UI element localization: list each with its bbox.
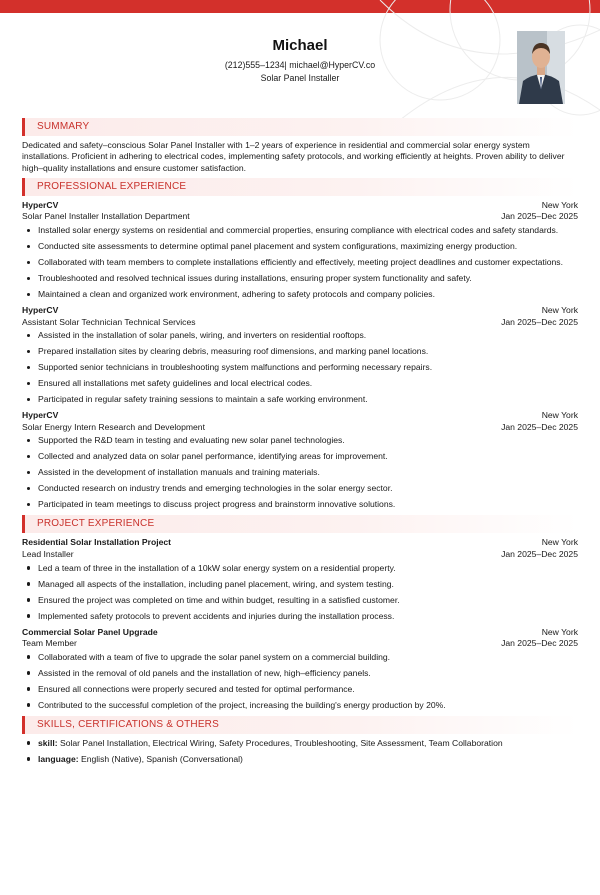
section-header-summary: SUMMARY: [22, 118, 578, 136]
project-entry: [22, 627, 578, 711]
bullet-item: Ensured all installations met safety guidelines and local electrical codes.: [22, 378, 578, 389]
role-title: Solar Panel Installer Installation Department: [22, 211, 190, 222]
location: New York: [541, 537, 578, 548]
contact-info: (212)555‒1234| michael@HyperCV.co: [224, 60, 376, 70]
experience-entry: [22, 410, 578, 510]
date-range: Jan 2025‒Dec 2025: [501, 316, 578, 327]
bullet-item: Assisted in the removal of old panels and the installation of new, high‒efficiency panels.: [22, 668, 578, 679]
project-entry: [22, 537, 578, 621]
bullet-list: [22, 563, 578, 622]
location: New York: [541, 626, 578, 637]
skill-item: [22, 738, 578, 749]
section-header-experience: PROFESSIONAL EXPERIENCE: [22, 178, 578, 196]
bullet-item: Supported the R&D team in testing and evaluating new solar panel technologies.: [22, 435, 578, 446]
project-name: Residential Solar Installation Project: [22, 537, 171, 548]
skill-value: English (Native), Spanish (Conversational): [80, 753, 243, 764]
skill-value: Solar Panel Installation, Electrical Wiring, Safety Procedures, Troubleshooting, Site Assessment, Team Collaboration: [59, 737, 503, 748]
skill-label: skill:: [38, 737, 58, 748]
summary-text: Dedicated and safety‒conscious Solar Panel Installer with 1‒2 years of experience in residential and commercial solar energy system installations. Proficient in adhering to electrical codes, implementing safety protocols, and working efficiently at heights. Proven ability to deliver high‒quality installations and ensure customer satisfaction.: [22, 140, 565, 173]
experience-entry: [22, 200, 578, 300]
profile-photo: [517, 31, 565, 104]
top-accent-bar: [0, 0, 600, 13]
bullet-item: Ensured all connections were properly secured and tested for optimal performance.: [22, 684, 578, 695]
location: New York: [541, 199, 578, 210]
bullet-item: Assisted in the development of installation manuals and training materials.: [22, 467, 578, 478]
resume-header: [0, 37, 600, 84]
bullet-item: Installed solar energy systems on residential and commercial properties, ensuring compliance with electrical codes and safety standards.: [22, 225, 578, 236]
bullet-item: Implemented safety protocols to prevent accidents and injuries during the installation process.: [22, 611, 578, 622]
bullet-item: Collaborated with a team of five to upgrade the solar panel system on a commercial building.: [22, 652, 578, 663]
bullet-item: Maintained a clean and organized work environment, adhering to safety protocols and company policies.: [22, 289, 578, 300]
bullet-list: [22, 330, 578, 405]
skill-label: language:: [38, 753, 79, 764]
company-name: HyperCV: [22, 410, 59, 421]
date-range: Jan 2025‒Dec 2025: [501, 211, 578, 222]
role-title: Team Member: [22, 638, 77, 649]
location: New York: [541, 410, 578, 421]
bullet-item: Collaborated with team members to complete installations efficiently and effectively, meeting project deadlines and customer expectations.: [22, 257, 578, 268]
bullet-item: Conducted site assessments to determine optimal panel placement and system configurations, maximizing energy production.: [22, 241, 578, 252]
bullet-item: Participated in team meetings to discuss project progress and brainstorm innovative solutions.: [22, 499, 578, 510]
bullet-list: [22, 435, 578, 510]
date-range: Jan 2025‒Dec 2025: [501, 549, 578, 560]
section-header-projects: PROJECT EXPERIENCE: [22, 515, 578, 533]
role-title: Assistant Solar Technician Technical Services: [22, 316, 196, 327]
bullet-item: Conducted research on industry trends and emerging technologies in the solar energy sector.: [22, 483, 578, 494]
skills-list: [22, 738, 578, 765]
bullet-list: [22, 652, 578, 711]
location: New York: [541, 305, 578, 316]
bullet-item: Supported senior technicians in troubleshooting system malfunctions and performing necessary repairs.: [22, 362, 578, 373]
bullet-item: Contributed to the successful completion of the project, increasing the building's energy production by 20%.: [22, 700, 578, 711]
experience-entry: [22, 305, 578, 405]
bullet-item: Assisted in the installation of solar panels, wiring, and inverters on residential rooftops.: [22, 330, 578, 341]
section-header-skills: SKILLS, CERTIFICATIONS & OTHERS: [22, 716, 578, 734]
company-name: HyperCV: [22, 305, 59, 316]
date-range: Jan 2025‒Dec 2025: [501, 421, 578, 432]
candidate-name: Michael: [272, 37, 328, 54]
project-name: Commercial Solar Panel Upgrade: [22, 626, 158, 637]
skill-item: [22, 754, 578, 765]
company-name: HyperCV: [22, 199, 59, 210]
role-title: Solar Energy Intern Research and Development: [22, 421, 205, 432]
bullet-item: Troubleshooted and resolved technical issues during installations, ensuring proper system functionality and safety.: [22, 273, 578, 284]
bullet-list: [22, 225, 578, 300]
job-title: Solar Panel Installer: [260, 73, 340, 83]
role-title: Lead Installer: [22, 549, 74, 560]
bullet-item: Ensured the project was completed on time and within budget, resulting in a satisfied customer.: [22, 595, 578, 606]
bullet-item: Collected and analyzed data on solar panel performance, identifying areas for improvement.: [22, 451, 578, 462]
bullet-item: Led a team of three in the installation of a 10kW solar energy system on a residential property.: [22, 563, 578, 574]
bullet-item: Participated in regular safety training sessions to maintain a safe working environment.: [22, 394, 578, 405]
resume-body: [22, 114, 578, 770]
bullet-item: Prepared installation sites by clearing debris, measuring roof dimensions, and marking panel locations.: [22, 346, 578, 357]
bullet-item: Managed all aspects of the installation, including panel placement, wiring, and system testing.: [22, 579, 578, 590]
date-range: Jan 2025‒Dec 2025: [501, 638, 578, 649]
